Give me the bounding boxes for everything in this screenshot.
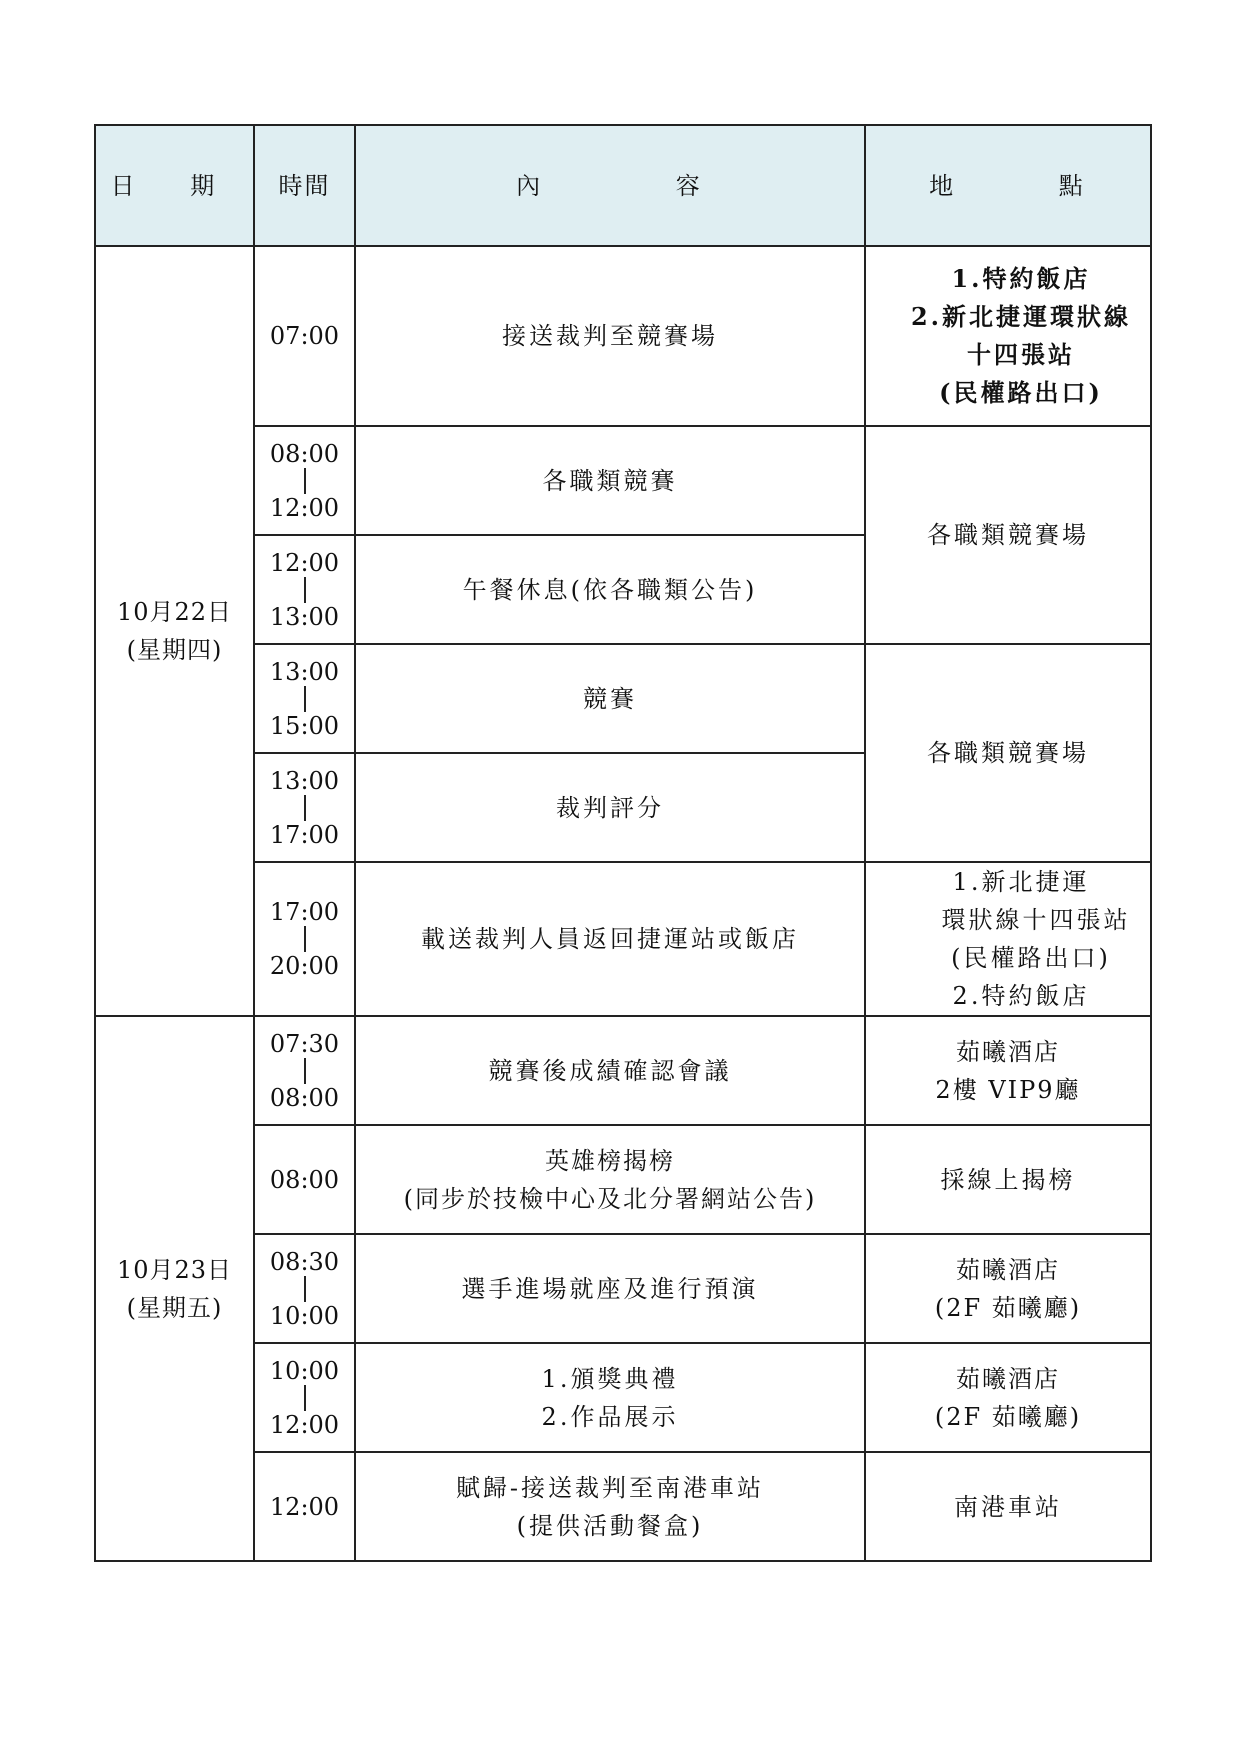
- table-row: [95, 1234, 1151, 1343]
- content-cell: 各職類競賽: [355, 426, 865, 535]
- time-range-cell: 13:00 15:00: [254, 644, 355, 753]
- date-text: 10月23日: [116, 1255, 233, 1284]
- time-range-cell: 08:30 10:00: [254, 1234, 355, 1343]
- table-row: [95, 1016, 1151, 1125]
- content-cell: 競賽: [355, 644, 865, 753]
- header-date: 日 期: [95, 125, 254, 246]
- place-cell: 1.特約飯店 2.新北捷運環狀線 十四張站 (民權路出口): [865, 246, 1151, 426]
- content-cell: 競賽後成績確認會議: [355, 1016, 865, 1125]
- time-cell: 12:00: [254, 1452, 355, 1561]
- place-cell: 茹曦酒店 2樓 VIP9廳: [865, 1016, 1151, 1125]
- place-cell: 南港車站: [865, 1452, 1151, 1561]
- content-cell: 選手進場就座及進行預演: [355, 1234, 865, 1343]
- weekday-text: (星期四): [126, 636, 223, 664]
- table-row: [95, 246, 1151, 426]
- time-range-cell: 08:00 12:00: [254, 426, 355, 535]
- schedule-table: [94, 124, 1152, 1562]
- table-row: [95, 1125, 1151, 1234]
- content-cell: 午餐休息(依各職類公告): [355, 535, 865, 644]
- content-cell: 接送裁判至競賽場: [355, 246, 865, 426]
- header-time: 時間: [254, 125, 355, 246]
- time-range-cell: 12:00 13:00: [254, 535, 355, 644]
- content-cell: 1.頒獎典禮 2.作品展示: [355, 1343, 865, 1452]
- time-cell: 07:00: [254, 246, 355, 426]
- place-cell: 茹曦酒店 (2F 茹曦廳): [865, 1343, 1151, 1452]
- header-place: 地 點: [865, 125, 1151, 246]
- content-cell: 英雄榜揭榜 (同步於技檢中心及北分署網站公告): [355, 1125, 865, 1234]
- time-range-cell: 13:00 17:00: [254, 753, 355, 862]
- table-row: [95, 426, 1151, 535]
- header-content: 內 容: [355, 125, 865, 246]
- table-row: [95, 862, 1151, 1016]
- time-range-cell: 07:30 08:00: [254, 1016, 355, 1125]
- place-cell: 各職類競賽場: [865, 426, 1151, 644]
- content-cell: 載送裁判人員返回捷運站或飯店: [355, 862, 865, 1016]
- weekday-text: (星期五): [126, 1293, 223, 1322]
- table-row: [95, 1343, 1151, 1452]
- header-row: [95, 125, 1151, 246]
- time-range-cell: 10:00 12:00: [254, 1343, 355, 1452]
- date-cell-day2: [95, 1016, 254, 1561]
- table-row: [95, 644, 1151, 753]
- time-range-cell: 17:00 20:00: [254, 862, 355, 1016]
- date-cell-day1: [95, 246, 254, 1016]
- table-row: [95, 1452, 1151, 1561]
- time-cell: 08:00: [254, 1125, 355, 1234]
- place-cell: 各職類競賽場: [865, 644, 1151, 862]
- date-text: 10月22日: [116, 598, 233, 626]
- place-cell: 茹曦酒店 (2F 茹曦廳): [865, 1234, 1151, 1343]
- place-cell: 採線上揭榜: [865, 1125, 1151, 1234]
- content-cell: 裁判評分: [355, 753, 865, 862]
- place-cell: 1.新北捷運 環狀線十四張站 (民權路出口) 2.特約飯店: [865, 862, 1151, 1016]
- content-cell: 賦歸-接送裁判至南港車站 (提供活動餐盒): [355, 1452, 865, 1561]
